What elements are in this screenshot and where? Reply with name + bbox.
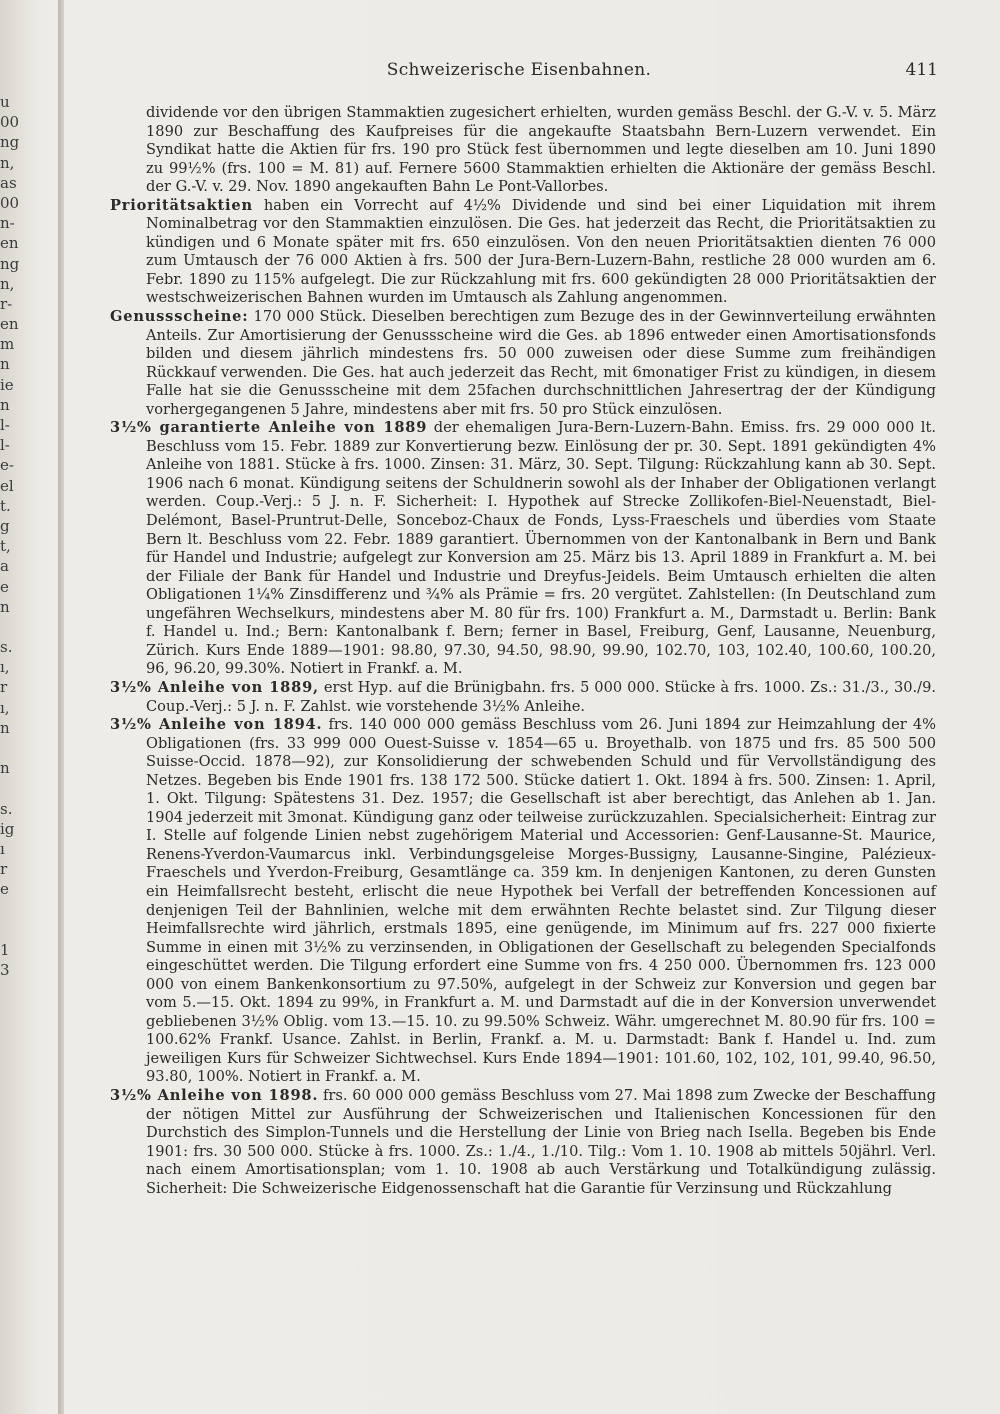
margin-fragment: ng <box>0 254 20 273</box>
running-title: Schweizerische Eisenbahnen. <box>386 60 652 80</box>
margin-fragment: l- <box>0 436 10 455</box>
paragraph <box>110 1087 936 1198</box>
margin-fragment: ı, <box>0 658 10 677</box>
margin-fragment: u <box>0 93 10 111</box>
margin-fragment: t. <box>0 496 11 515</box>
paragraph-text: frs. 140 000 000 gemäss Beschluss vom 26. Juni 1894 zur Heimzahlung der 4% Obligationen (frs. 33 999 000 Ouest-Suisse v. 1854—65 u. Broyethalb. von 1875 und frs. 85 500 500 Suisse-Occid. 1878—92), zur Konsolidierung der schwebenden Schuld und für Vervollständigung des Netzes. Begeben bis Ende 1901 frs. 138 172 500. Stücke datiert 1. Okt. 1894 à frs. 500. Zinsen: 1. April, 1. Okt. Tilgung: Spätestens 31. Dez. 1957; die Gesellschaft ist aber berechtigt, das Anlehen ab 1. Jan. 1904 jederzeit mit 3monat. Kündigung ganz oder teilweise zurückzuzahlen. Specialsicherheit: Eintrag zur I. Stelle auf folgende Linien nebst zugehörigem Material und Accessorien: Genf-Lausanne-St. Maurice, Renens-Yverdon-Vaumarcus inkl. Verbindungsgeleise Morges-Bussigny, Lausanne-Singine, Palézieux-Fraeschels und Yverdon-Freiburg, Gesamtlänge ca. 359 km. In denjenigen Kantonen, zu deren Gunsten ein Heimfallsrecht besteht, erlischt die neue Hypothek bei Verfall der betreffenden Koncessionen auf denjenigen Teil der Bahnlinien, welche mit dem erwähnten Rechte belastet sind. Zur Tilgung dieser Heimfallsrechte wird jährlich, erstmals 1895, eine genügende, im Minimum auf frs. 227 000 fixierte Summe in einen mit 3½% zu verzinsenden, in Obligationen der Gesellschaft zu belegenden Specialfonds eingeschüttet werden. Die Tilgung erfordert eine Summe von frs. 4 250 000. Übernommen frs. 123 000 000 von einem Bankenkonsortium zu 97.50%, aufgelegt in der Schweiz zur Konversion und gegen bar vom 5.—15. Okt. 1894 zu 99%, in Frankfurt a. M. und Darmstadt auf die in der Konversion unverwendet gebliebenen 3½% Oblig. vom 13.—15. 10. zu 99.50% Schweiz. Währ. umgerechnet M. 80.90 für frs. 100 = 100.62% Frankf. Usance. Zahlst. in Berlin, Frankf. a. M. u. Darmstadt: Bank f. Handel u. Ind. zum jeweiligen Kurs für Schweizer Sichtwechsel. Kurs Ende 1894—1901: 101.60, 102, 102, 101, 99.40, 96.50, 93.80, 100%. Notiert in Frankf. a. M. <box>146 716 936 1086</box>
page-fold-shadow <box>58 0 64 1414</box>
paragraph <box>110 308 936 419</box>
paragraph-lead: Prioritätsaktien <box>110 196 253 214</box>
margin-fragment: r <box>0 678 8 697</box>
margin-fragment: el <box>0 476 14 495</box>
margin-fragment: n <box>0 395 10 414</box>
margin-fragment: n <box>0 597 10 616</box>
margin-fragment: e <box>0 577 9 596</box>
margin-fragment <box>0 778 22 798</box>
page-header <box>100 60 938 84</box>
margin-fragment: 1 <box>0 940 10 959</box>
margin-fragment: l- <box>0 416 10 434</box>
margin-fragment: en <box>0 315 19 334</box>
paragraph <box>110 679 936 716</box>
margin-fragment: n <box>0 355 10 374</box>
margin-fragment: r <box>0 860 8 879</box>
margin-fragment: en <box>0 234 19 253</box>
margin-fragment: s. <box>0 638 13 657</box>
margin-fragment: ı, <box>0 698 10 717</box>
paragraph-lead: 3½% Anleihe von 1889, <box>110 678 319 696</box>
margin-fragment <box>0 920 22 940</box>
margin-fragment: r- <box>0 294 13 313</box>
paragraph <box>110 197 936 308</box>
paragraph-text: frs. 60 000 000 gemäss Beschluss vom 27. Mai 1898 zum Zwecke der Beschaffung der nötigen Mittel zur Ausführung der Schweizerischen und Italienischen Koncessionen für den Durchstich des Simplon-Tunnels und die Herstellung der Linie von Brieg nach Isella. Begeben bis Ende 1901: frs. 30 500 000. Stücke à frs. 1000. Zs.: 1./4., 1./10. Tilg.: Vom 1. 10. 1908 ab mittels 50jährl. Verl. nach einem Amortisationsplan; vom 1. 10. 1908 ab auch Verstärkung und Totalkündigung zulässig. Sicherheit: Die Schweizerische Eidgenossenschaft hat die Garantie für Verzinsung und Rückzahlung <box>146 1086 936 1197</box>
paragraph-text: der ehemaligen Jura-Bern-Luzern-Bahn. Emiss. frs. 29 000 000 lt. Beschluss vom 15. Febr. 1889 zur Konvertierung bezw. Einlösung der pr. 30. Sept. 1891 gekündigten 4% Anleihe von 1881. Stücke à frs. 1000. Zinsen: 31. März, 30. Sept. Tilgung: Rückzahlung kann ab 30. Sept. 1906 nach 6 monat. Kündigung seitens der Schuldnerin sowohl als der Inhaber der Obligationen verlangt werden. Coup.-Verj.: 5 J. n. F. Sicherheit: I. Hypothek auf Strecke Zollikofen-Biel-Neuenstadt, Biel-Delémont, Basel-Pruntrut-Delle, Sonceboz-Chaux de Fonds, Lyss-Fraeschels und überdies vom Staate Bern lt. Beschluss vom 22. Febr. 1889 garantiert. Übernommen von der Kantonalbank in Bern und Bank für Handel und Industrie; aufgelegt zur Konversion am 25. März bis 13. April 1889 in Frankfurt a. M. bei der Filiale der Bank für Handel und Industrie und Dreyfus-Jeidels. Beim Umtausch erhielten die alten Obligationen 1¼% Zinsdifferenz und ¾% als Prämie = frs. 20 vergütet. Zahlstellen: (In Deutschland zum ungefähren Wechselkurs, mindestens aber M. 80 für frs. 100) Frankfurt a. M., Darmstadt u. Berlin: Bank f. Handel u. Ind.; Bern: Kantonalbank f. Bern; ferner in Basel, Freiburg, Genf, Lausanne, Neuenburg, Zürich. Kurs Ende 1889—1901: 98.80, 97.30, 94.50, 98.90, 99.90, 102.70, 103, 102.40, 100.60, 100.20, 96, 96.20, 99.30%. Notiert in Frankf. a. M. <box>146 419 936 678</box>
margin-fragment: g <box>0 516 10 535</box>
margin-fragment: ı <box>0 839 5 858</box>
main-text-column <box>110 104 936 1198</box>
paragraph-lead: 3½% Anleihe von 1894. <box>110 716 323 734</box>
margin-fragment: e- <box>0 456 14 475</box>
paragraph <box>110 104 936 197</box>
margin-fragment: ig <box>0 819 15 838</box>
margin-fragment: n, <box>0 274 15 293</box>
paragraph-lead: 3½% garantierte Anleihe von 1889 <box>110 419 428 437</box>
facing-page-margin-text <box>0 92 22 980</box>
paragraph-lead: 3½% Anleihe von 1898. <box>110 1086 319 1104</box>
paragraph <box>110 716 936 1087</box>
margin-fragment: 3 <box>0 961 10 980</box>
margin-fragment: m <box>0 335 15 354</box>
margin-fragment: t, <box>0 537 11 556</box>
margin-fragment: n, <box>0 153 15 172</box>
margin-fragment: n- <box>0 214 15 233</box>
margin-fragment <box>0 738 22 758</box>
paragraph-text: erst Hyp. auf die Brünigbahn. frs. 5 000 000. Stücke à frs. 1000. Zs.: 31./3., 30./9. Coup.-Verj.: 5 J. n. F. Zahlst. wie vorstehende 3½% Anleihe. <box>146 678 936 715</box>
margin-fragment: n <box>0 718 10 737</box>
margin-fragment: a <box>0 557 9 576</box>
margin-fragment <box>0 900 22 920</box>
margin-fragment: s. <box>0 799 13 818</box>
paragraph-text: dividende vor den übrigen Stammaktien zugesichert erhielten, wurden gemäss Beschl. der G.-V. v. 5. März 1890 zur Beschaffung des Kaufpreises für die angekaufte Staatsbahn Bern-Luzern verwendet. Ein Syndikat hatte die Aktien für frs. 190 pro Stück fest übernommen und legte dieselben am 10. Juni 1890 zu 99½% (frs. 100 = M. 81) auf. Fernere 5600 Stammaktien erhielten die Aktionäre der gemäss Beschl. der G.-V. v. 29. Nov. 1890 angekauften Bahn Le Pont-Vallorbes. <box>146 104 936 196</box>
page-number: 411 <box>905 60 938 80</box>
paragraph-text: 170 000 Stück. Dieselben berechtigen zum Bezuge des in der Gewinnverteilung erwähnten Anteils. Zur Amortisierung der Genussscheine wird die Ges. ab 1896 entweder einen Amortisationsfonds bilden und diesem jährlich mindestens frs. 50 000 zuweisen oder diese Summe zum freihändigen Rückkauf verwenden. Die Ges. hat auch jederzeit das Recht, mit 6monatiger Frist zu kündigen, in diesem Falle hat sie die Genussscheine mit dem 25fachen durchschnittlichen Jahresertrag der der Kündigung vorhergegangenen 5 Jahre, mindestens aber mit frs. 50 pro Stück einzulösen. <box>146 308 936 418</box>
paragraph-lead: Genussscheine: <box>110 308 249 326</box>
margin-fragment: e <box>0 880 9 899</box>
margin-fragment: 00 <box>0 193 20 212</box>
margin-fragment: ng <box>0 133 20 152</box>
paragraph <box>110 419 936 679</box>
margin-fragment: ie <box>0 375 14 394</box>
margin-fragment: n <box>0 759 10 778</box>
margin-fragment <box>0 617 22 637</box>
margin-fragment: as <box>0 173 17 192</box>
margin-fragment: 00 <box>0 113 20 132</box>
paragraph-text: haben ein Vorrecht auf 4½% Dividende und sind bei einer Liquidation mit ihrem Nominalbetrag vor den Stammaktien einzulösen. Die Ges. hat jederzeit das Recht, die Prioritätsaktien zu kündigen und 6 Monate später mit frs. 650 einzulösen. Von den neuen Prioritätsaktien dienten 76 000 zum Umtausch der 76 000 Aktien à frs. 500 der Jura-Bern-Luzern-Bahn, restliche 28 000 wurden am 6. Febr. 1890 zu 115% aufgelegt. Die zur Rückzahlung mit frs. 600 gekündigten 28 000 Prioritätsaktien der westschweizerischen Bahnen wurden im Umtausch als Zahlung angenommen. <box>146 196 936 307</box>
